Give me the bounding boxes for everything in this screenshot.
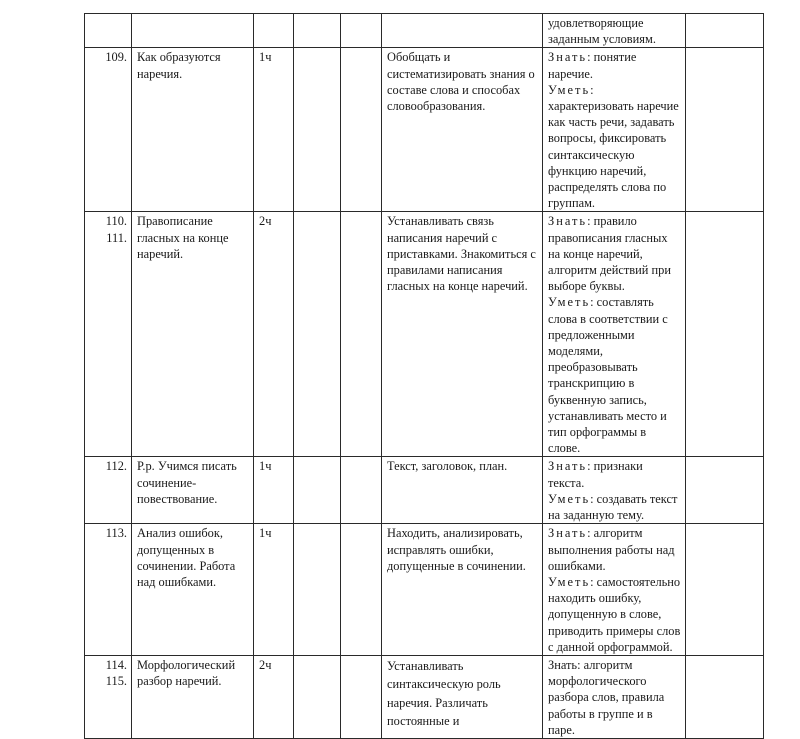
notes-cell — [686, 457, 764, 524]
table-row — [85, 457, 764, 524]
know-label: Знать — [548, 50, 588, 65]
topic-cell — [132, 14, 254, 48]
date-fact-cell — [341, 457, 382, 524]
know-label: Знать — [548, 214, 588, 229]
lesson-number-cell — [85, 524, 132, 656]
able-label: Уметь — [548, 295, 591, 310]
know-label: Знать — [548, 526, 588, 541]
topic-cell: Р.р. Учимся писать сочинение-повествование. — [132, 457, 254, 524]
lesson-number: 115. — [105, 674, 127, 689]
requirements-cell — [543, 14, 686, 48]
lesson-number-cell — [85, 212, 132, 457]
know-text: : понятие наречие. — [548, 50, 637, 81]
know-text: : признаки текста. — [548, 459, 643, 490]
date-fact-cell — [341, 524, 382, 656]
hours-cell: 2ч — [254, 212, 294, 457]
lesson-number-cell — [85, 655, 132, 738]
topic-cell: Правописание гласных на конце наречий. — [132, 212, 254, 457]
activity-cell: Находить, анализировать, исправлять ошибки, допущенные в сочинении. — [382, 524, 543, 656]
able-text: : самостоятельно находить ошибку, допущенную в слове, приводить примеры слов с данной орфограммой. — [548, 574, 681, 654]
table-row — [85, 212, 764, 457]
table-row — [85, 524, 764, 656]
know-label: Знать — [548, 459, 588, 474]
able-label: Уметь — [548, 574, 591, 589]
know-label: Знать — [548, 657, 578, 672]
notes-cell — [686, 524, 764, 656]
date-plan-cell — [294, 524, 341, 656]
table-row — [85, 14, 764, 48]
lesson-number-cell — [85, 457, 132, 524]
activity-cell: Текст, заголовок, план. — [382, 457, 543, 524]
lesson-number-cell — [85, 48, 132, 212]
table-row — [85, 48, 764, 212]
requirements-cell — [543, 457, 686, 524]
date-fact-cell — [341, 48, 382, 212]
requirements-cell — [543, 212, 686, 457]
notes-cell — [686, 655, 764, 738]
requirements-cell — [543, 48, 686, 212]
date-fact-cell — [341, 212, 382, 457]
able-text: : создавать текст на заданную тему. — [548, 491, 678, 523]
able-text: : составлять слова в соответствии с предложенными моделями, преобразовывать транскрипцию в буквенную запись, устанавливать место и тип орфограммы в слове. — [548, 295, 668, 456]
lesson-number: 110. — [105, 214, 127, 229]
table-row — [85, 655, 764, 738]
notes-cell — [686, 14, 764, 48]
activity-cell: Обобщать и систематизировать знания о составе слова и способах словообразования. — [382, 48, 543, 212]
topic-cell: Морфологический разбор наречий. — [132, 655, 254, 738]
notes-cell — [686, 48, 764, 212]
know-text: : правило правописания гласных на конце наречий, алгоритм действий при выборе буквы. — [548, 214, 671, 294]
lesson-plan-table — [84, 13, 764, 739]
able-label: Уметь — [548, 491, 591, 506]
able-text: : характеризовать наречие как часть речи, задавать вопросы, фиксировать синтаксическую функцию наречий, распределять слова по группам. — [548, 82, 679, 211]
able-label: Уметь — [548, 82, 591, 97]
topic-cell: Как образуются наречия. — [132, 48, 254, 212]
lesson-number-cell — [85, 14, 132, 48]
hours-cell: 2ч — [254, 655, 294, 738]
lesson-number: 113. — [105, 526, 127, 541]
requirements-cell — [543, 655, 686, 738]
date-fact-cell — [341, 14, 382, 48]
date-plan-cell — [294, 457, 341, 524]
requirements-cell — [543, 524, 686, 656]
activity-cell: Устанавливать синтаксическую роль наречия. Различать постоянные и — [382, 655, 543, 738]
date-plan-cell — [294, 212, 341, 457]
table-body — [85, 14, 764, 739]
topic-cell: Анализ ошибок, допущенных в сочинении. Работа над ошибками. — [132, 524, 254, 656]
know-text: : алгоритм выполнения работы над ошибками. — [548, 526, 675, 573]
lesson-number: 112. — [105, 459, 127, 474]
lesson-number: 111. — [106, 230, 127, 245]
lesson-number: 114. — [105, 657, 127, 672]
hours-cell: 1ч — [254, 48, 294, 212]
date-plan-cell — [294, 14, 341, 48]
hours-cell: 1ч — [254, 524, 294, 656]
lesson-number: 109. — [105, 50, 127, 65]
hours-cell — [254, 14, 294, 48]
date-plan-cell — [294, 655, 341, 738]
date-plan-cell — [294, 48, 341, 212]
activity-cell — [382, 14, 543, 48]
know-text: : алгоритм морфологического разбора слов, правила работы в группе и в паре. — [548, 657, 665, 737]
activity-cell: Устанавливать связь написания наречий с приставками. Знакомиться с правилами написания гласных на конце наречий. — [382, 212, 543, 457]
requirement-text: удовлетворяющие заданным условиям. — [548, 16, 656, 47]
notes-cell — [686, 212, 764, 457]
date-fact-cell — [341, 655, 382, 738]
hours-cell: 1ч — [254, 457, 294, 524]
